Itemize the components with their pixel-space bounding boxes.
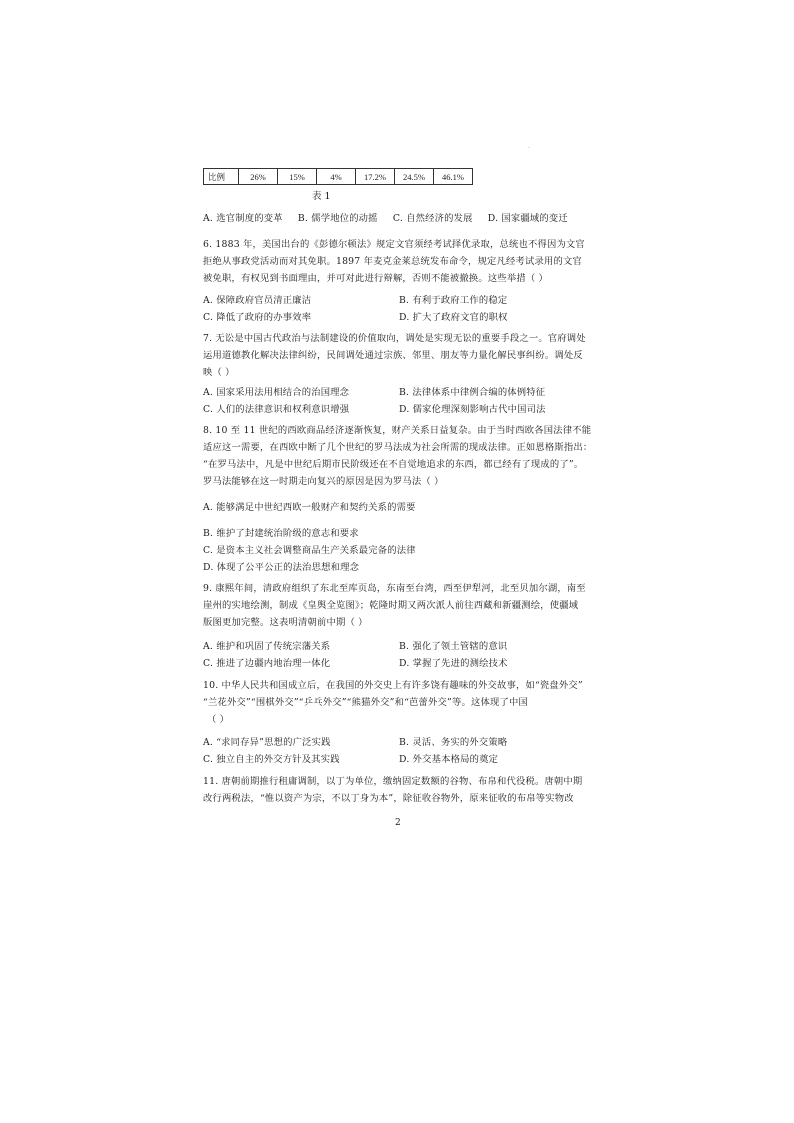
option-c[interactable]: C. 人们的法律意识和权利意识增强	[203, 404, 350, 415]
scan-speck: ·	[528, 145, 530, 152]
table-cell: 4%	[317, 169, 356, 185]
question-line: 11. 唐朝前期推行租庸调制，以丁为单位，缴纳固定数额的谷物、布帛和代役税。唐朝中期	[203, 776, 583, 787]
question-6	[203, 236, 598, 287]
question-line: “在罗马法中，凡是中世纪后期市民阶级还在不自觉地追求的东西，都已经有了现成的了”。	[203, 459, 584, 470]
option-a[interactable]: A. “求同存异”思想的广泛实践	[203, 737, 331, 748]
option-b[interactable]: B. 儒学地位的动摇	[297, 213, 378, 224]
question-10	[203, 677, 598, 728]
table-caption: 表 1	[312, 191, 331, 202]
option-d[interactable]: D. 儒家伦理深刻影响古代中国司法	[399, 404, 546, 415]
question-8	[203, 422, 598, 490]
option-a[interactable]: A. 选官制度的变革	[203, 213, 283, 224]
question-9	[203, 580, 598, 631]
q8-option-a-block	[203, 499, 598, 516]
question-line: 崖州的实地绘测，制成《皇舆全览图》；乾隆时期又两次派人前往西藏和新疆测绘，使疆域	[203, 600, 579, 611]
option-b[interactable]: B. 强化了领土管辖的意识	[399, 641, 508, 652]
option-c[interactable]: C. 推进了边疆内地治理一体化	[203, 658, 331, 669]
table-cell: 26%	[239, 169, 278, 185]
option-d[interactable]: D. 外交基本格局的奠定	[399, 754, 499, 765]
option-d[interactable]: D. 国家疆域的变迁	[487, 213, 568, 224]
question-line: 被免职，有权见到书面理由，并可对此进行辩解，否则不能被撤换。这些举措（ ）	[203, 273, 549, 284]
question-line: 版图更加完整。这表明清朝前中期（ ）	[203, 617, 368, 628]
table-cell: 46.1%	[434, 169, 473, 185]
table-row-label: 比例	[204, 169, 239, 185]
question-line: 6. 1883 年，美国出台的《彭德尔顿法》规定文官须经考试择优录取，总统也不得因为文官	[203, 239, 585, 250]
option-b[interactable]: B. 维护了封建统治阶级的意志和要求	[203, 528, 359, 539]
option-c[interactable]: C. 自然经济的发展	[392, 213, 473, 224]
question-line: 罗马法能够在这一时期走向复兴的原因是因为罗马法（ ）	[203, 476, 444, 487]
option-a[interactable]: A. 维护和巩固了传统宗藩关系	[203, 641, 331, 652]
q5-options	[203, 210, 598, 227]
q7-options	[203, 384, 598, 418]
question-line: 运用道德教化解决法律纠纷，民间调处通过宗族、邻里、朋友等力量化解民事纠纷。调处反	[203, 350, 583, 361]
question-line: （ ）	[207, 714, 230, 725]
option-a[interactable]: A. 保障政府官员清正廉洁	[203, 295, 312, 306]
question-line: 适应这一需要，在西欧中断了几个世纪的罗马法成为社会所需的现成法律。正如恩格斯指出：	[203, 442, 593, 453]
option-b[interactable]: B. 灵活、务实的外交策略	[399, 737, 508, 748]
option-d[interactable]: D. 体现了公平公正的法治思想和理念	[203, 562, 360, 573]
table-row	[204, 169, 473, 185]
option-d[interactable]: D. 掌握了先进的测绘技术	[399, 658, 508, 669]
q8-options	[203, 525, 598, 576]
question-line: 8. 10 至 11 世纪的西欧商品经济逐渐恢复，财产关系日益复杂。由于当时西欧各国法律不能	[203, 425, 592, 436]
question-7	[203, 330, 598, 381]
table-cell: 15%	[278, 169, 317, 185]
ratio-table	[203, 168, 473, 185]
q6-options	[203, 292, 598, 326]
option-c[interactable]: C. 降低了政府的办事效率	[203, 312, 312, 323]
question-11	[203, 773, 598, 807]
option-b[interactable]: B. 有利于政府工作的稳定	[399, 295, 508, 306]
question-line: 9. 康熙年间，清政府组织了东北至库页岛，东南至台湾，西至伊犁河，北至贝加尔湖，南至	[203, 583, 586, 594]
q10-options	[203, 734, 598, 768]
option-a[interactable]: A. 国家采用法用相结合的治国理念	[203, 387, 350, 398]
question-line: “兰花外交”“围棋外交”“乒乓外交”“熊猫外交”和“芭蕾外交”等。这体现了中国	[203, 697, 528, 708]
question-line: 10. 中华人民共和国成立后，在我国的外交史上有许多饶有趣味的外交故事，如“瓷盘外交”	[203, 680, 583, 691]
option-b[interactable]: B. 法律体系中律例合编的体例特征	[399, 387, 546, 398]
question-line: 改行两税法，“惟以资产为宗，不以丁身为本”，除征收谷物外，原来征收的布帛等实物改	[203, 793, 574, 804]
question-line: 映（ ）	[203, 367, 235, 378]
table-cell: 24.5%	[395, 169, 434, 185]
option-c[interactable]: C. 是资本主义社会调整商品生产关系最完备的法律	[203, 545, 416, 556]
table-cell: 17.2%	[356, 169, 395, 185]
q9-options	[203, 638, 598, 672]
option-c[interactable]: C. 独立自主的外交方针及其实践	[203, 754, 340, 765]
question-line: 7. 无讼是中国古代政治与法制建设的价值取向，调处是实现无讼的重要手段之一。官府调处	[203, 333, 586, 344]
option-d[interactable]: D. 扩大了政府文官的职权	[399, 312, 508, 323]
page-number: 2	[395, 818, 401, 828]
question-line: 拒绝从事政党活动而对其免职。1897 年麦克金莱总统发布命令，规定凡经考试录用的文官	[203, 256, 582, 267]
option-a[interactable]: A. 能够满足中世纪西欧一般财产和契约关系的需要	[203, 502, 416, 513]
